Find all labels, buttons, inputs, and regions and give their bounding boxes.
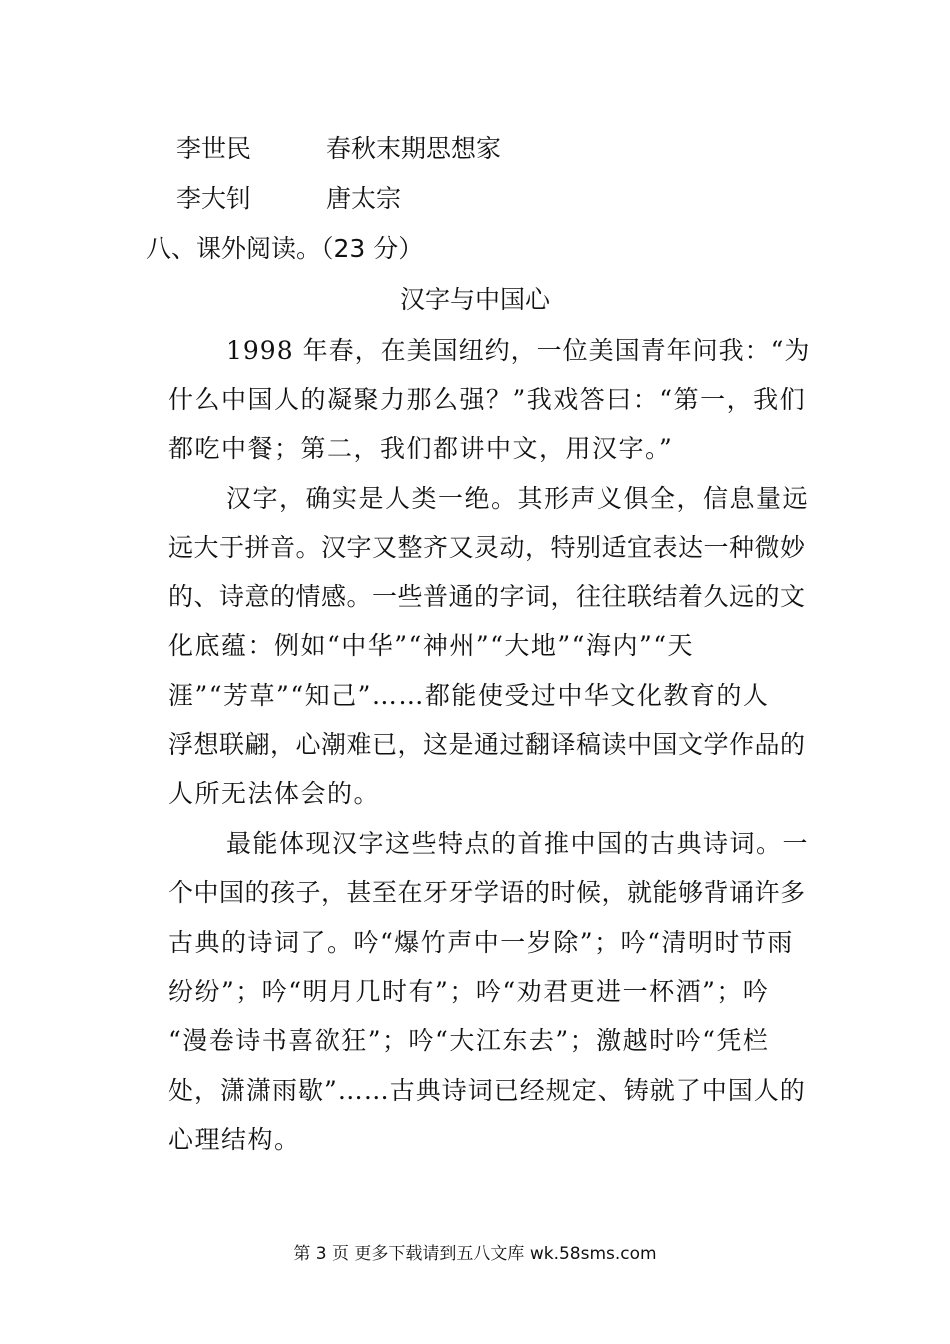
- matching-row-1-left: 李世民: [176, 134, 252, 163]
- paragraph-2-line-6: 浮想联翩，心潮难已，这是通过翻译稿读中国文学作品的: [168, 730, 806, 759]
- paragraph-1-line-3: 都吃中餐；第二，我们都讲中文，用汉字。”: [168, 434, 674, 463]
- paragraph-3-line-6: 处，潇潇雨歇”……古典诗词已经规定、铸就了中国人的: [168, 1076, 806, 1105]
- article-title: 汉字与中国心: [399, 285, 550, 314]
- paragraph-2-line-1: 汉字，确实是人类一绝。其形声义俱全，信息量远: [226, 484, 810, 513]
- paragraph-3-line-7: 心理结构。: [168, 1125, 301, 1154]
- matching-row-2-right: 唐太宗: [326, 184, 402, 213]
- page-footer: 第 3 页 更多下载请到五八文库 wk.58sms.com: [293, 1244, 657, 1264]
- paragraph-3-line-3: 古典的诗词了。吟“爆竹声中一岁除”；吟“清明时节雨: [168, 928, 794, 957]
- paragraph-2-line-4: 化底蕴：例如“中华”“神州”“大地”“海内”“天: [168, 631, 695, 660]
- paragraph-3-line-4: 纷纷”；吟“明月几时有”；吟“劝君更进一杯酒”；吟: [168, 977, 770, 1006]
- paragraph-3-line-2: 个中国的孩子，甚至在牙牙学语的时候，就能够背诵许多: [168, 878, 806, 907]
- matching-row-1-right: 春秋末期思想家: [326, 134, 502, 163]
- paragraph-2-line-5: 涯”“芳草”“知己”……都能使受过中华文化教育的人: [168, 681, 770, 710]
- section-heading: 八、课外阅读。（23 分）: [146, 234, 424, 263]
- paragraph-3-line-1: 最能体现汉字这些特点的首推中国的古典诗词。一: [226, 829, 810, 858]
- paragraph-1-line-1: 1998 年春，在美国纽约，一位美国青年问我：“为: [226, 336, 811, 365]
- paragraph-3-line-5: “漫卷诗书喜欲狂”；吟“大江东去”；激越时吟“凭栏: [168, 1026, 770, 1055]
- paragraph-2-line-7: 人所无法体会的。: [168, 779, 381, 808]
- matching-row-2-left: 李大钊: [176, 184, 252, 213]
- paragraph-2-line-2: 远大于拼音。汉字又整齐又灵动，特别适宜表达一种微妙: [168, 533, 806, 562]
- paragraph-1-line-2: 什么中国人的凝聚力那么强？”我戏答曰：“第一，我们: [168, 385, 807, 414]
- paragraph-2-line-3: 的、诗意的情感。一些普通的字词，往往联结着久远的文: [168, 582, 806, 611]
